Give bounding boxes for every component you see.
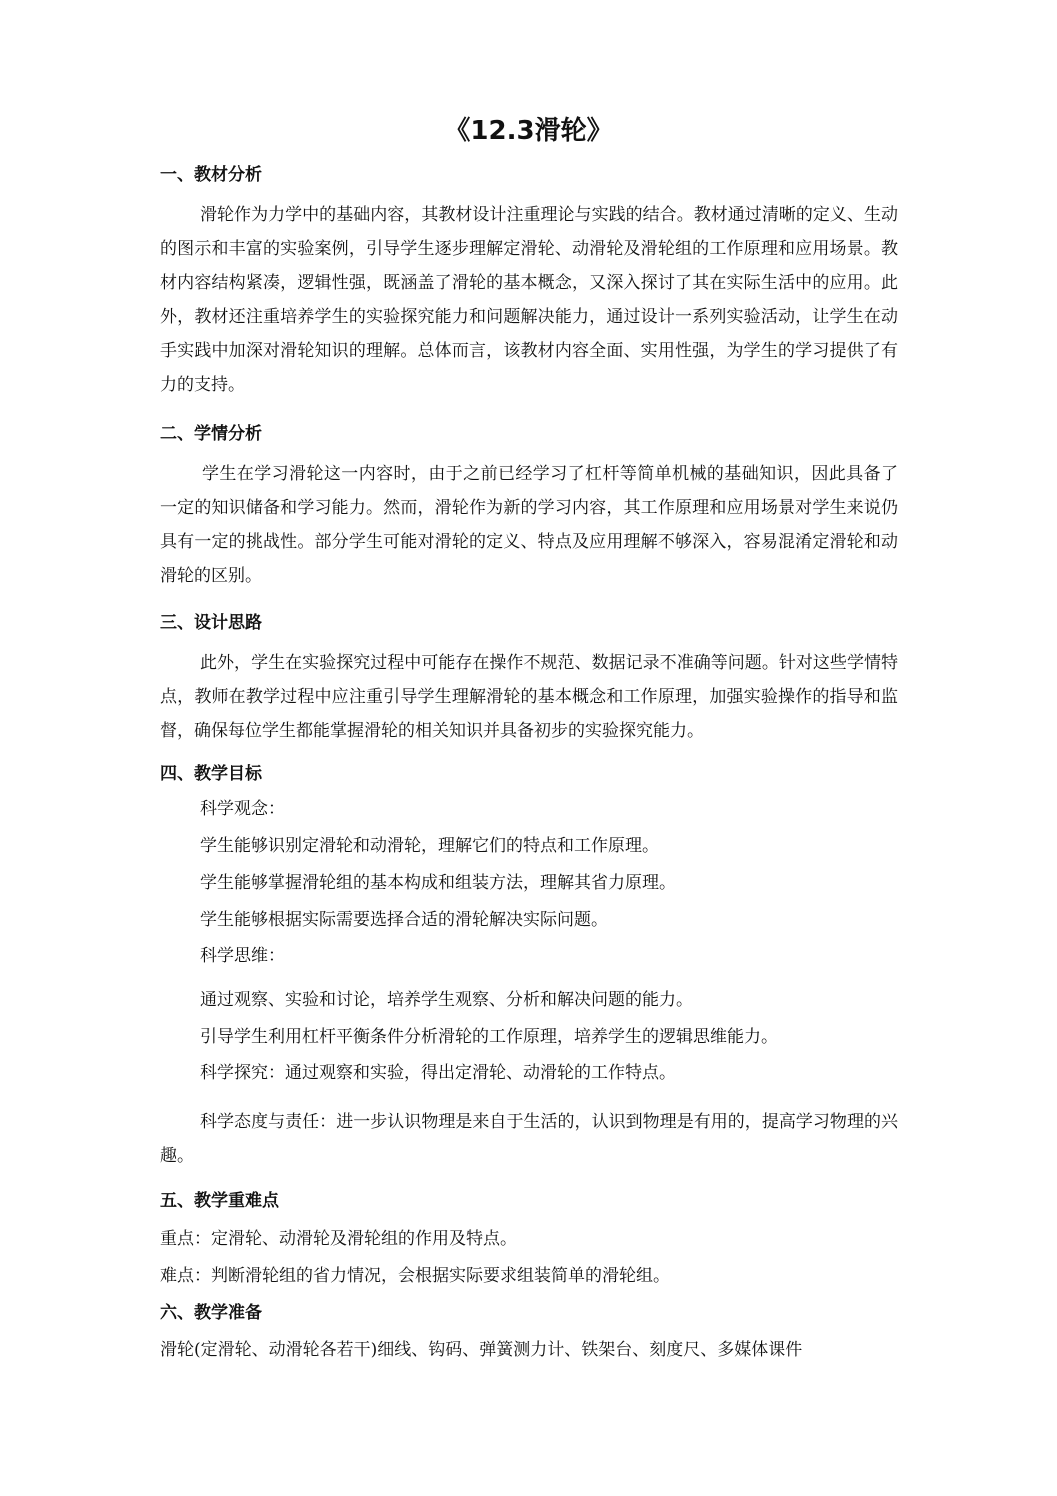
heading-teaching-preparation: 六、教学准备 — [160, 1303, 262, 1323]
list-item-thinking-1: 通过观察、实验和讨论，培养学生观察、分析和解决问题的能力。 — [200, 990, 693, 1010]
heading-design-idea: 三、设计思路 — [160, 613, 262, 633]
paragraph-student-analysis: 学生在学习滑轮这一内容时，由于之前已经学习了杠杆等简单机械的基础知识，因此具备了一定的知识储备和学习能力。然而，滑轮作为新的学习内容，其工作原理和应用场景对学生来说仍具有一定的挑战性。部分学生可能对滑轮的定义、特点及应用理解不够深入，容易混淆定滑轮和动滑轮的区别。 — [160, 464, 898, 586]
list-item-concept-1: 学生能够识别定滑轮和动滑轮，理解它们的特点和工作原理。 — [200, 836, 659, 856]
heading-student-analysis: 二、学情分析 — [160, 424, 262, 444]
label-science-thinking: 科学思维： — [200, 946, 285, 966]
text-difficult-point: 难点：判断滑轮组的省力情况，会根据实际要求组装简单的滑轮组。 — [160, 1266, 670, 1286]
text-materials: 滑轮(定滑轮、动滑轮各若干)细线、钩码、弹簧测力计、铁架台、刻度尺、多媒体课件 — [160, 1340, 803, 1360]
heading-textbook-analysis: 一、教材分析 — [160, 165, 262, 185]
list-item-concept-2: 学生能够掌握滑轮组的基本构成和组装方法，理解其省力原理。 — [200, 873, 676, 893]
document-title: 《12.3滑轮》 — [444, 116, 613, 146]
heading-key-difficult: 五、教学重难点 — [160, 1191, 279, 1211]
list-item-concept-3: 学生能够根据实际需要选择合适的滑轮解决实际问题。 — [200, 910, 608, 930]
text-science-inquiry: 科学探究：通过观察和实验，得出定滑轮、动滑轮的工作特点。 — [200, 1063, 676, 1083]
paragraph-science-attitude: 科学态度与责任：进一步认识物理是来自于生活的，认识到物理是有用的，提高学习物理的兴趣。 — [160, 1112, 898, 1166]
paragraph-textbook-analysis: 滑轮作为力学中的基础内容，其教材设计注重理论与实践的结合。教材通过清晰的定义、生动的图示和丰富的实验案例，引导学生逐步理解定滑轮、动滑轮及滑轮组的工作原理和应用场景。教材内容结构紧凑，逻辑性强，既涵盖了滑轮的基本概念，又深入探讨了其在实际生活中的应用。此外，教材还注重培养学生的实验探究能力和问题解决能力，通过设计一系列实验活动，让学生在动手实践中加深对滑轮知识的理解。总体而言，该教材内容全面、实用性强，为学生的学习提供了有力的支持。 — [160, 205, 898, 395]
text-key-point: 重点：定滑轮、动滑轮及滑轮组的作用及特点。 — [160, 1229, 517, 1249]
list-item-thinking-2: 引导学生利用杠杆平衡条件分析滑轮的工作原理，培养学生的逻辑思维能力。 — [200, 1027, 778, 1047]
heading-teaching-goals: 四、教学目标 — [160, 764, 262, 784]
label-science-concept: 科学观念： — [200, 799, 285, 819]
paragraph-design-idea: 此外，学生在实验探究过程中可能存在操作不规范、数据记录不准确等问题。针对这些学情特点，教师在教学过程中应注重引导学生理解滑轮的基本概念和工作原理，加强实验操作的指导和监督，确保每位学生都能掌握滑轮的相关知识并具备初步的实验探究能力。 — [160, 653, 898, 741]
